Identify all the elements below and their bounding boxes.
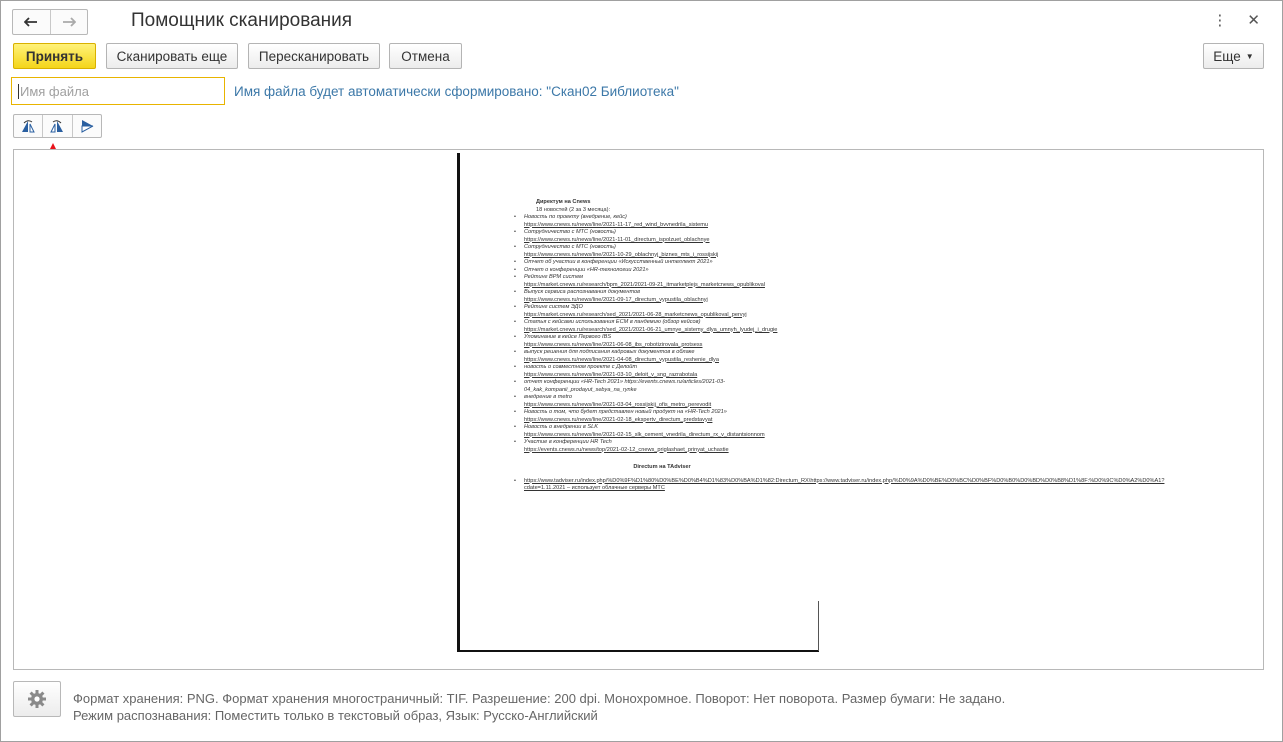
doc-subheading: 18 новостей (2 за 3 месяца): xyxy=(536,206,611,213)
doc-item-text: • отчет конференции «HR-Tech 2021» https://events.cnews.ru/articles/2021-03-04_kak_kompanii_prodayut_sebya_na_rynke xyxy=(524,379,725,393)
doc-section2-heading: Directum на TAdviser xyxy=(633,464,691,470)
more-button[interactable] xyxy=(1203,43,1264,69)
back-button[interactable] xyxy=(13,10,50,34)
status-line-1: Формат хранения: PNG. Формат хранения многостраничный: TIF. Разрешение: 200 dpi. Монохромное. Поворот: Нет поворота. Размер бумаги: Не задано. xyxy=(73,691,1006,706)
doc-item-text: • Выпуск сервиса распознавания документов xyxy=(524,289,641,295)
doc-item-text: • Рейтинг BPM систем xyxy=(524,274,583,280)
doc-list-item xyxy=(512,289,812,304)
doc-item-link: https://www.cnews.ru/news/line/2021-09-17_directum_vypustila_oblachnyj xyxy=(524,296,708,303)
scanned-page xyxy=(457,153,1165,652)
doc-list-item xyxy=(512,349,812,364)
more-vertical-icon[interactable]: ⋮ xyxy=(1212,12,1228,29)
doc-heading: Директум на Cnews xyxy=(536,199,591,205)
doc-item-link: https://market.cnews.ru/research/bpm_2021/2021-09-21_itmarketplejs_marketcnews_opublikoval xyxy=(524,281,765,288)
doc-list-item xyxy=(512,439,812,454)
doc-items xyxy=(512,214,812,454)
doc-item-text: • Рейтинг систем ЭДО xyxy=(524,304,583,310)
scan-settings-summary xyxy=(73,690,1005,724)
doc-list-item xyxy=(512,229,812,244)
doc-list-item xyxy=(512,364,812,379)
doc-item-text: • Участие в конференции HR Tech xyxy=(524,439,612,445)
doc-item-link: https://www.cnews.ru/news/line/2021-06-08_ibs_robotizirovala_protsess xyxy=(524,341,703,348)
doc-item-text: • выпуск решения для подписания кадровых документов в облаке xyxy=(524,349,695,355)
doc-item-link: https://www.cnews.ru/news/line/2021-11-01_directum_ispolzuet_oblachnye xyxy=(524,236,710,243)
page-left-edge xyxy=(457,153,460,651)
doc-list-item xyxy=(512,274,812,289)
doc-item-link: https://events.cnews.ru/news/top/2021-02-12_cnews_priglashaet_prinyat_uchastie xyxy=(524,446,729,453)
accept-button[interactable]: Принять xyxy=(13,43,96,69)
doc-item-link: https://www.cnews.ru/news/line/2021-03-10_deloit_v_sng_razrabotala xyxy=(524,371,698,378)
doc-list-item xyxy=(512,394,812,409)
doc-section2-link: https://www.tadviser.ru/index.php/%D0%9F%D1%80%D0%BE%D0%B4%D1%83%D0%BA%D1%82:Directum_RX\https://www.tadviser.ru/index.php/%D0%9A%D0%BE%D0%BC%D0%BF%D0%B0%D0%BD%D0%B8%D1%8F:%D0%9C%D0%A2%D0%A1?cdate=1.11.2021 – использует облачные серверы МТС xyxy=(524,477,1165,491)
navigation-buttons xyxy=(12,9,88,35)
doc-list-item xyxy=(512,319,812,334)
doc-item-text: • внедрение в metro xyxy=(524,394,572,400)
doc-item-link: https://www.cnews.ru/news/line/2021-10-29_oblachnyj_biznes_mts_i_rossijskij xyxy=(524,251,719,258)
doc-item-text: • Упоминание в кейсе Первого IBS xyxy=(524,334,612,340)
window-controls xyxy=(1212,11,1260,29)
rotate-left-button[interactable] xyxy=(14,115,42,137)
rotate-left-icon xyxy=(20,119,36,133)
chevron-down-icon: ▼ xyxy=(1245,51,1254,61)
doc-list-item xyxy=(512,304,812,319)
doc-item-text: • Сотрудничество с МТС (новость) xyxy=(524,229,616,235)
doc-item-link: https://www.cnews.ru/news/line/2021-02-15_slk_cement_vnedrila_directum_rx_v_distantsionnom xyxy=(524,431,765,438)
file-name-input[interactable] xyxy=(11,77,225,105)
doc-list-item xyxy=(512,424,812,439)
arrow-right-icon xyxy=(62,17,76,27)
doc-list-item xyxy=(512,409,812,424)
doc-item-text: • Новость по проекту (внедрение, кейс) xyxy=(524,214,627,220)
doc-list-item xyxy=(512,244,812,259)
window-title: Помощник сканирования xyxy=(131,10,353,31)
scan-more-button[interactable]: Сканировать еще xyxy=(106,43,238,69)
doc-list-item xyxy=(512,334,812,349)
doc-item-text: • Статья с кейсами использования ECM в пандемию (обзор кейсов) xyxy=(524,319,701,325)
doc-item-text: • Отчет о конференции «HR-технологии 2021» xyxy=(524,266,649,273)
settings-button[interactable] xyxy=(13,681,61,717)
doc-item-link: https://www.cnews.ru/news/line/2021-02-18_ekspertv_directum_predstavyat xyxy=(524,416,713,423)
rotate-toolbar xyxy=(13,114,102,138)
page-right-edge xyxy=(818,601,819,651)
scanned-document-text xyxy=(512,199,1165,493)
flip-button[interactable] xyxy=(72,115,101,137)
cancel-button[interactable]: Отмена xyxy=(389,43,462,69)
arrow-left-icon xyxy=(24,17,38,27)
doc-list-item xyxy=(512,267,812,275)
doc-item-link: https://www.cnews.ru/news/line/2021-11-17_red_wind_bvvnedrila_sistemu xyxy=(524,221,708,228)
status-line-2: Режим распознавания: Поместить только в текстовый образ, Язык: Русско-Английский xyxy=(73,708,598,723)
flip-icon xyxy=(79,119,95,133)
doc-item-text: • Сотрудничество с МТС (новость) xyxy=(524,244,616,250)
doc-list-item xyxy=(512,379,812,394)
rotate-right-button[interactable] xyxy=(42,115,71,137)
close-icon[interactable]: ✕ xyxy=(1247,12,1260,29)
doc-item-link: https://www.cnews.ru/news/line/2021-04-08_directum_vypustila_reshenie_dlya xyxy=(524,356,719,363)
doc-item-text: • Отчет об участии в конференции «Искусственный интеллект 2021» xyxy=(524,259,713,265)
doc-item-text: • новость о совместном проекте с Делойт xyxy=(524,364,638,370)
doc-list-item xyxy=(512,214,812,229)
doc-item-link: https://www.cnews.ru/news/line/2021-03-04_rossijskij_ofis_metro_perevodit xyxy=(524,401,712,408)
gear-icon xyxy=(27,689,47,709)
doc-list-item xyxy=(512,259,812,267)
page-bottom-edge xyxy=(457,650,819,652)
doc-item-link: https://market.cnews.ru/research/sed_2021/2021-06-21_umnye_sistemy_dlya_umnyh_lyudej_i_drugie xyxy=(524,326,778,333)
file-name-placeholder: Имя файла xyxy=(20,83,89,99)
file-name-hint: Имя файла будет автоматически сформировано: "Скан02 Библиотека" xyxy=(234,84,679,99)
doc-item-text: • Новость о том, что будет представлен новый продукт на «HR-Tech 2021» xyxy=(524,409,727,415)
forward-button[interactable] xyxy=(50,10,88,34)
doc-item-link: https://market.cnews.ru/research/sed_2021/2021-06-28_marketcnews_opublikoval_pervyj xyxy=(524,311,747,318)
doc-item-text: • Новость о внедрении в SLK xyxy=(524,424,598,430)
doc-section2-item xyxy=(512,477,1165,493)
text-cursor xyxy=(18,84,19,99)
rotate-right-icon xyxy=(49,119,65,133)
more-label: Еще xyxy=(1213,48,1241,64)
rescan-button[interactable]: Пересканировать xyxy=(248,43,380,69)
